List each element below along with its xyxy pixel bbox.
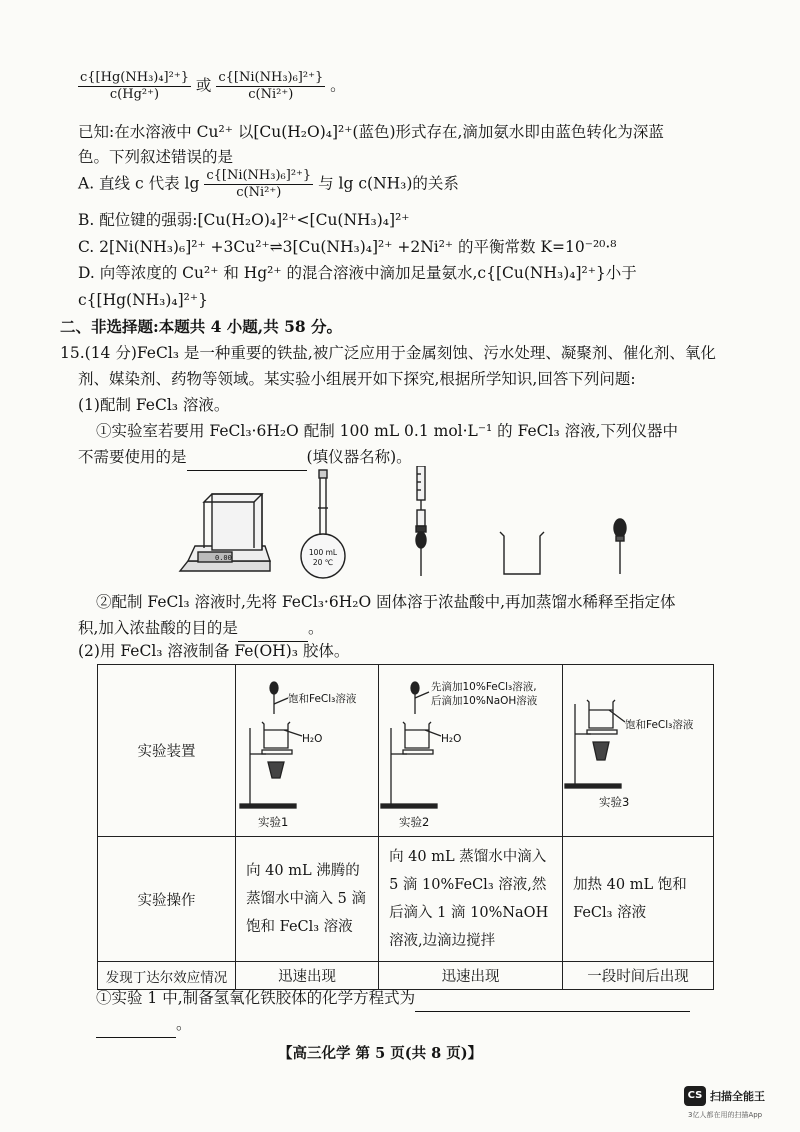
table-row (98, 837, 714, 962)
page-footer: 【高三化学 第 5 页(共 8 页)】 (278, 1045, 483, 1062)
exp1-operation: 向 40 mL 沸腾的蒸馏水中滴入 5 滴饱和 FeCl₃ 溶液 (236, 837, 379, 962)
exp3-result: 一段时间后出现 (563, 962, 714, 990)
exp2-operation: 向 40 mL 蒸馏水中滴入 5 滴 10%FeCl₃ 溶液,然后滴入 1 滴 10%NaOH 溶液,边滴边搅拌 (379, 837, 563, 962)
q15-intro-1: 15.(14 分)FeCl₃ 是一种重要的铁盐,被广泛应用于金属刻蚀、污水处理、凝聚剂、催化剂、氧化 (60, 344, 716, 362)
known-line-2: 色。下列叙述错误的是 (78, 148, 234, 166)
exp1-label: 实验1 (258, 814, 289, 829)
balance-display: 0.00 (215, 554, 232, 562)
q15-equation-line-2: 。 (96, 1010, 192, 1038)
exp2-reagent-label-1: 先滴加10%FeCl₃溶液, (431, 680, 537, 693)
scanner-watermark (684, 1086, 796, 1126)
beaker-icon (500, 532, 544, 574)
q15-intro-2: 剂、媒染剂、药物等领域。某实验小组展开如下探究,根据所学知识,回答下列问题: (78, 370, 636, 388)
option-a-fraction: $\frac{\text{c\{[Ni(NH₃)₆]²⁺\}}}{\text{c(Ni²⁺)}}$ (206, 168, 312, 200)
q15-part1-2b: 积,加入浓盐酸的目的是 。 (78, 614, 323, 642)
experiment-table (97, 664, 714, 990)
q15-equation-question: ①实验 1 中,制备氢氧化铁胶体的化学方程式为 (96, 984, 690, 1012)
fraction-hg: $\frac{\text{c\{[Hg(NH₃)₄]²⁺\}}}{\text{c(Hg²⁺)}}$ (80, 70, 189, 102)
exp3-reagent-label: 饱和FeCl₃溶液 (625, 718, 694, 731)
row-header-tyndall: 发现丁达尔效应情况 (98, 962, 236, 990)
instruments-figure (170, 466, 670, 586)
exp2-result: 迅速出现 (379, 962, 563, 990)
watermark-tagline: 3亿人都在用的扫描App (688, 1111, 763, 1119)
q15-part1: (1)配制 FeCl₃ 溶液。 (78, 396, 230, 414)
flask-label-volume: 100 mL (308, 548, 338, 557)
table-row (98, 665, 714, 837)
option-a: A. 直线 c 代表 lg $\frac{\text{c\{[Ni(NH₃)₆]²⁺\}}}{\text{c(Ni²⁺)}}$ 与 lg c(NH₃)的关系 (78, 168, 459, 200)
exp3-operation: 加热 40 mL 饱和 FeCl₃ 溶液 (563, 837, 714, 962)
row-header-operation: 实验操作 (98, 837, 236, 962)
answer-blank-equation-2[interactable] (96, 1019, 176, 1038)
q15-part1-2a: ②配制 FeCl₃ 溶液时,先将 FeCl₃·6H₂O 固体溶于浓盐酸中,再加蒸馏水稀释至指定体 (96, 593, 676, 611)
exp2-apparatus (379, 665, 563, 837)
option-c: C. 2[Ni(NH₃)₆]²⁺ +3Cu²⁺⇌3[Cu(NH₃)₄]²⁺ +2Ni²⁺ 的平衡常数 K=10⁻²⁰·⁸ (78, 238, 617, 256)
exp1-water-label: H₂O (302, 732, 323, 745)
dropper-icon (614, 519, 626, 574)
pipette-icon (416, 466, 426, 576)
answer-blank-equation-1[interactable] (415, 993, 690, 1012)
q15-part1-1b: 不需要使用的是 (填仪器名称)。 (78, 443, 412, 471)
option-d-line-1: D. 向等浓度的 Cu²⁺ 和 Hg²⁺ 的混合溶液中滴加足量氨水,c{[Cu(NH₃)₄]²⁺}小于 (78, 264, 637, 282)
exp1-diagram (236, 666, 378, 836)
section-heading: 二、非选择题:本题共 4 小题,共 58 分。 (60, 317, 343, 336)
cs-logo-icon: CS (684, 1086, 706, 1106)
option-d-line-2: c{[Hg(NH₃)₄]²⁺} (78, 291, 208, 309)
flask-label-temp: 20 ℃ (312, 558, 334, 567)
row-header-apparatus: 实验装置 (98, 665, 236, 837)
known-line-1: 已知:在水溶液中 Cu²⁺ 以[Cu(H₂O)₄]²⁺(蓝色)形式存在,滴加氨水即由蓝色转化为深蓝 (78, 123, 664, 141)
exp3-diagram (563, 666, 711, 836)
q15-part1-1a: ①实验室若要用 FeCl₃·6H₂O 配制 100 mL 0.1 mol·L⁻¹ 的 FeCl₃ 溶液,下列仪器中 (96, 422, 679, 440)
watermark-name: 扫描全能王 (710, 1090, 765, 1103)
exp1-apparatus (236, 665, 379, 837)
top-fraction-line: $\frac{\text{c\{[Hg(NH₃)₄]²⁺\}}}{\text{c(Hg²⁺)}}$ 或 $\frac{\text{c\{[Ni(NH₃)₆]²⁺\}}}{\text{c(Ni²⁺)}}$ 。 (80, 70, 346, 102)
exp3-apparatus (563, 665, 714, 837)
exp1-result: 迅速出现 (236, 962, 379, 990)
exp1-reagent-label: 饱和FeCl₃溶液 (288, 692, 357, 705)
q15-part2: (2)用 FeCl₃ 溶液制备 Fe(OH)₃ 胶体。 (78, 642, 350, 660)
exp2-diagram (379, 666, 562, 836)
exp3-label: 实验3 (599, 794, 630, 809)
exp2-label: 实验2 (399, 814, 430, 829)
exp2-reagent-label-2: 后滴加10%NaOH溶液 (431, 694, 538, 707)
option-b: B. 配位键的强弱:[Cu(H₂O)₄]²⁺<[Cu(NH₃)₄]²⁺ (78, 211, 410, 229)
exp2-water-label: H₂O (441, 732, 462, 745)
fraction-ni: $\frac{\text{c\{[Ni(NH₃)₆]²⁺\}}}{\text{c(Ni²⁺)}}$ (218, 70, 324, 102)
